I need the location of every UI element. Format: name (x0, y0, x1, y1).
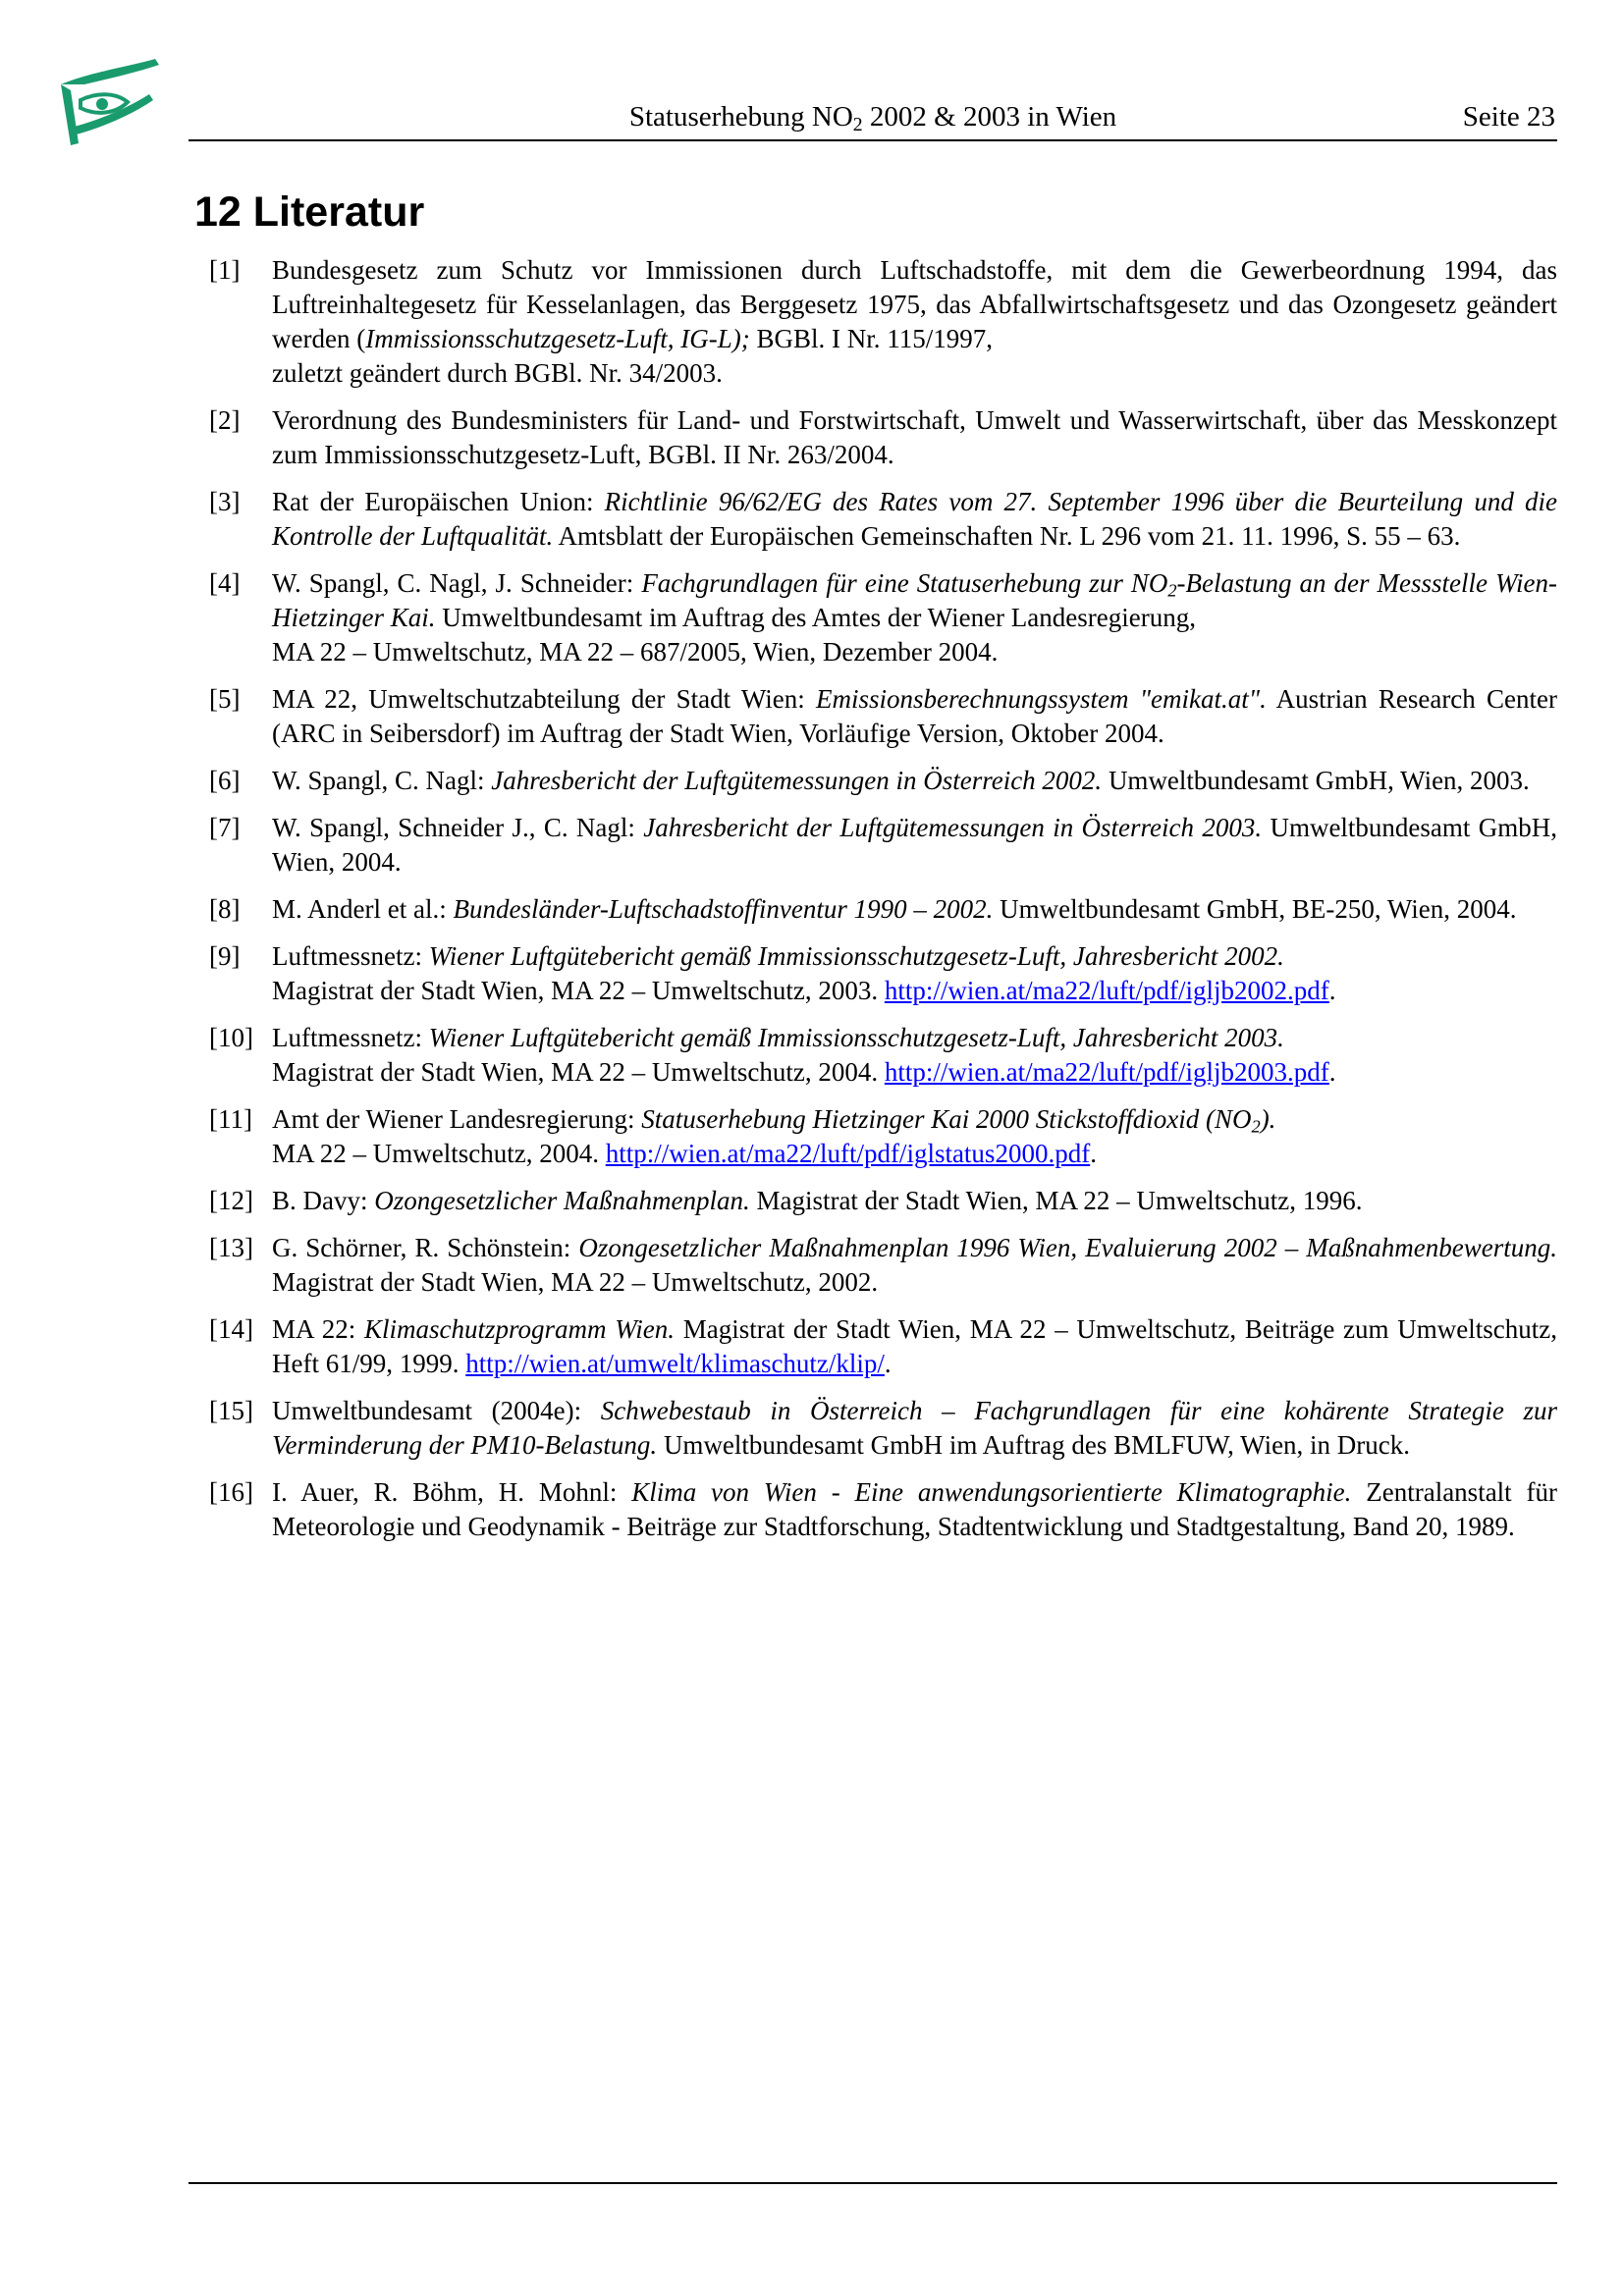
reference-number: [13] (209, 1233, 253, 1262)
reference-number: [2] (209, 405, 241, 435)
reference-number: [9] (209, 941, 241, 971)
reference-number: [1] (209, 255, 241, 285)
reference-text: Luftmessnetz: Wiener Luftgütebericht gemäß Immissionsschutzgesetz-Luft, Jahresbericht 2003. Magistrat der Stadt Wien, MA 22 – Umweltschutz, 2004. http://wien.at/ma22/luft/pdf/igljb2003.pdf. (272, 1023, 1336, 1087)
reference-item (209, 811, 1557, 880)
reference-text: Rat der Europäischen Union: Richtlinie 96/62/EG des Rates vom 27. September 1996 über die Beurteilung und die Kontrolle der Luftqualität. Amtsblatt der Europäischen Gemeinschaften Nr. L 296 vom 21. 11. 1996, S. 55 – 63. (272, 487, 1557, 551)
reference-link[interactable]: http://wien.at/ma22/luft/pdf/igljb2003.pdf (884, 1057, 1329, 1087)
reference-item (209, 1475, 1557, 1544)
reference-text: I. Auer, R. Böhm, H. Mohnl: Klima von Wien - Eine anwendungsorientierte Klimatographie. Zentralanstalt für Meteorologie und Geodynamik - Beiträge zur Stadtforschung, Stadtentwicklung und Stadtgestaltung, Band 20, 1989. (272, 1477, 1557, 1541)
reference-number: [5] (209, 684, 241, 714)
reference-number: [4] (209, 568, 241, 598)
reference-item (209, 485, 1557, 554)
section-heading: 12 Literatur (194, 188, 425, 236)
reference-text: MA 22, Umweltschutzabteilung der Stadt Wien: Emissionsberechnungssystem "emikat.at". Austrian Research Center (ARC in Seibersdorf) im Auftrag der Stadt Wien, Vorläufige Version, Oktober 2004. (272, 684, 1557, 748)
reference-link[interactable]: http://wien.at/ma22/luft/pdf/igljb2002.pdf (884, 976, 1329, 1005)
reference-number: [11] (209, 1104, 252, 1134)
reference-item (209, 1394, 1557, 1463)
reference-text: Luftmessnetz: Wiener Luftgütebericht gemäß Immissionsschutzgesetz-Luft, Jahresbericht 2002. Magistrat der Stadt Wien, MA 22 – Umweltschutz, 2003. http://wien.at/ma22/luft/pdf/igljb2002.pdf. (272, 941, 1336, 1005)
reference-text: W. Spangl, C. Nagl, J. Schneider: Fachgrundlagen für eine Statuserhebung zur $NO_2$-Belastung an der Messstelle Wien-Hietzinger Kai. Umweltbundesamt im Auftrag des Amtes der Wiener Landesregierung, MA 22 – Umweltschutz, MA 22 – 687/2005, Wien, Dezember 2004. (272, 568, 1558, 667)
reference-item (209, 939, 1557, 1008)
reference-text: B. Davy: Ozongesetzlicher Maßnahmenplan. Magistrat der Stadt Wien, MA 22 – Umweltschutz, 1996. (272, 1186, 1363, 1215)
reference-item (209, 892, 1557, 927)
eye-logo-icon (51, 55, 165, 153)
reference-number: [7] (209, 813, 241, 842)
reference-text: W. Spangl, C. Nagl: Jahresbericht der Luftgütemessungen in Österreich 2002. Umweltbundesamt GmbH, Wien, 2003. (272, 766, 1530, 795)
reference-item (209, 566, 1557, 669)
reference-text: Bundesgesetz zum Schutz vor Immissionen durch Luftschadstoffe, mit dem die Gewerbeordnung 1994, das Luftreinhaltegesetz für Kesselanlagen, das Berggesetz 1975, das Abfallwirtschaftsgesetz und das Ozongesetz geändert werden (Immissionsschutzgesetz-Luft, IG-L); BGBl. I Nr. 115/1997, zuletzt geändert durch BGBl. Nr. 34/2003. (272, 255, 1557, 388)
reference-text: Amt der Wiener Landesregierung: Statuserhebung Hietzinger Kai 2000 Stickstoffdioxid $(NO_2)$. MA 22 – Umweltschutz, 2004. http://wien.at/ma22/luft/pdf/iglstatus2000.pdf. (272, 1104, 1276, 1168)
reference-item (209, 1184, 1557, 1218)
reference-number: [14] (209, 1314, 253, 1344)
reference-list (209, 253, 1557, 1557)
reference-item (209, 403, 1557, 472)
reference-number: [8] (209, 894, 241, 924)
reference-item (209, 253, 1557, 391)
reference-text: MA 22: Klimaschutzprogramm Wien. Magistrat der Stadt Wien, MA 22 – Umweltschutz, Beiträge zum Umweltschutz, Heft 61/99, 1999. http://wien.at/umwelt/klimaschutz/klip/. (272, 1314, 1557, 1378)
reference-link[interactable]: http://wien.at/umwelt/klimaschutz/klip/ (465, 1349, 885, 1378)
reference-item (209, 1312, 1557, 1381)
reference-link[interactable]: http://wien.at/ma22/luft/pdf/iglstatus2000.pdf (605, 1139, 1091, 1168)
reference-number: [15] (209, 1396, 253, 1425)
reference-number: [6] (209, 766, 241, 795)
reference-number: [12] (209, 1186, 253, 1215)
reference-number: [10] (209, 1023, 253, 1052)
reference-item (209, 1021, 1557, 1090)
reference-text: W. Spangl, Schneider J., C. Nagl: Jahresbericht der Luftgütemessungen in Österreich 2003. Umweltbundesamt GmbH, Wien, 2004. (272, 813, 1557, 877)
reference-item (209, 682, 1557, 751)
reference-text: G. Schörner, R. Schönstein: Ozongesetzlicher Maßnahmenplan 1996 Wien, Evaluierung 2002 – Maßnahmenbewertung. Magistrat der Stadt Wien, MA 22 – Umweltschutz, 2002. (272, 1233, 1558, 1297)
header-title: Statuserhebung $NO_2$ 2002 & 2003 in Wien (628, 101, 1117, 135)
page-header (189, 98, 1557, 141)
reference-item (209, 1102, 1557, 1171)
reference-number: [3] (209, 487, 241, 516)
reference-item (209, 1231, 1557, 1300)
reference-text: Umweltbundesamt (2004e): Schwebestaub in Österreich – Fachgrundlagen für eine kohärente Strategie zur Verminderung der PM10-Belastung. Umweltbundesamt GmbH im Auftrag des BMLFUW, Wien, in Druck. (272, 1396, 1557, 1460)
reference-text: M. Anderl et al.: Bundesländer-Luftschadstoffinventur 1990 – 2002. Umweltbundesamt GmbH, BE-250, Wien, 2004. (272, 894, 1517, 924)
footer-divider (189, 2182, 1557, 2184)
page-number: Seite 23 (1462, 101, 1555, 133)
reference-item (209, 764, 1557, 798)
reference-text: Verordnung des Bundesministers für Land- und Forstwirtschaft, Umwelt und Wasserwirtschaft, über das Messkonzept zum Immissionsschutzgesetz-Luft, BGBl. II Nr. 263/2004. (272, 405, 1557, 469)
reference-number: [16] (209, 1477, 253, 1507)
